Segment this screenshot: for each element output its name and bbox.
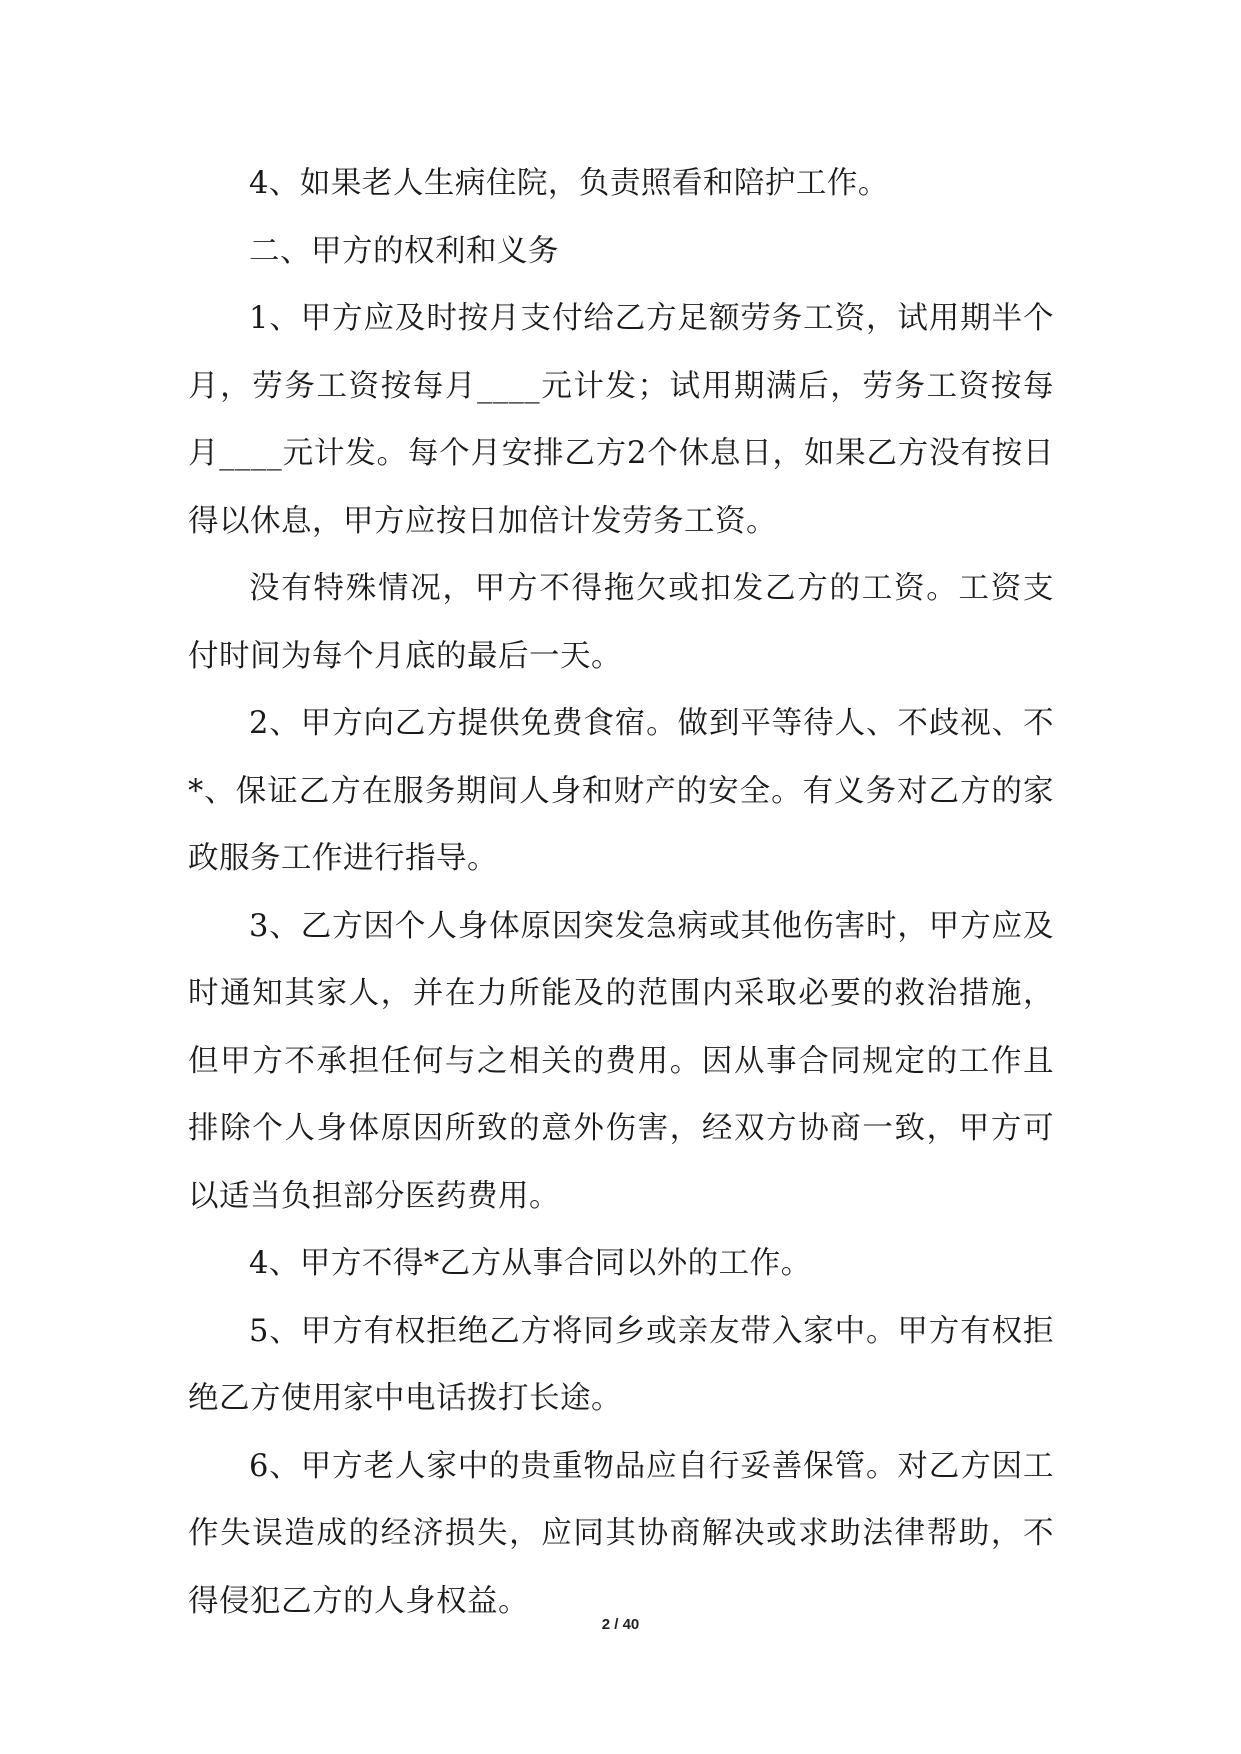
section-heading-party-a-rights: 二、甲方的权利和义务 [249,233,559,269]
paragraph-no-outside-work: 4、甲方不得*乙方从事合同以外的工作。 [249,1246,812,1281]
paragraph-valuables: 6、甲方老人家中的贵重物品应自行妥善保管。对乙方因工作失误造成的经济损失，应同其协商解决或求助法律帮助，不得侵犯乙方的人身权益。 [188,1448,1054,1619]
paragraph-elder-hospital-care: 4、如果老人生病住院，负责照看和陪护工作。 [249,166,889,201]
paragraph-illness-injury: 3、乙方因个人身体原因突发急病或其他伤害时，甲方应及时通知其家人，并在力所能及的范围内采取必要的救治措施，但甲方不承担任何与之相关的费用。因从事合同规定的工作且排除个人身体原因所致的意外伤害，经双方协商一致，甲方可以适当负担部分医药费用。 [188,908,1054,1214]
paragraph-room-and-board: 2、甲方向乙方提供免费食宿。做到平等待人、不歧视、不*、保证乙方在服务期间人身和财产的安全。有义务对乙方的家政服务工作进行指导。 [188,706,1054,876]
paragraph-wage-timing: 没有特殊情况，甲方不得拖欠或扣发乙方的工资。工资支付时间为每个月底的最后一天。 [188,571,1054,674]
paragraph-visitors-phone: 5、甲方有权拒绝乙方将同乡或亲友带入家中。甲方有权拒绝乙方使用家中电话拨打长途。 [188,1313,1054,1416]
page-number: 2 / 40 [601,1616,640,1633]
document-body [188,150,1054,1635]
paragraph-wage-payment: 1、甲方应及时按月支付给乙方足额劳务工资，试用期半个月，劳务工资按每月____元计发；试用期满后，劳务工资按每月____元计发。每个月安排乙方2个休息日，如果乙方没有按日得以休息，甲方应按日加倍计发劳务工资。 [188,301,1054,539]
